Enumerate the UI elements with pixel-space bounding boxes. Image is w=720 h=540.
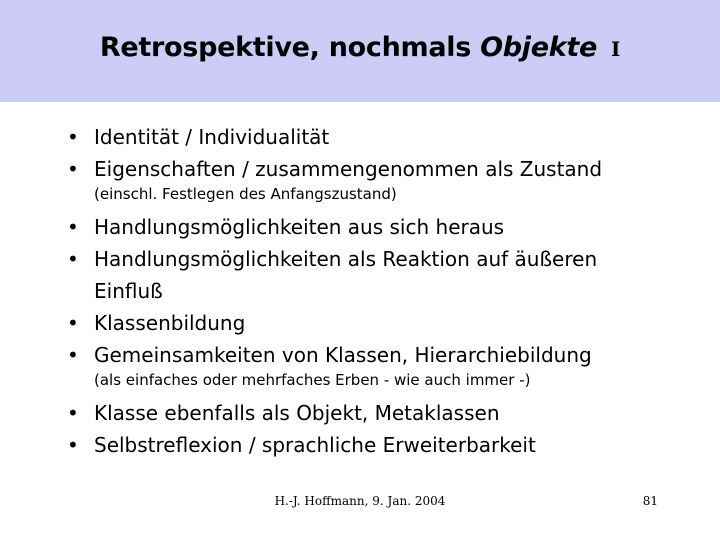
bullet-dot: • <box>67 433 79 457</box>
bullet-subtext: (einschl. Festlegen des Anfangszustand) <box>94 185 397 203</box>
bullet-dot: • <box>67 401 79 425</box>
bullet-item <box>67 339 707 391</box>
bullet-list <box>67 121 707 461</box>
bullet-dot: • <box>67 215 79 239</box>
page-number: 81 <box>642 494 658 508</box>
bullet-text: Klassenbildung <box>94 311 246 335</box>
bullet-text: Klasse ebenfalls als Objekt, Metaklassen <box>94 401 500 425</box>
bullet-text: Identität / Individualität <box>94 125 330 149</box>
bullet-item <box>67 211 707 243</box>
bullet-item <box>67 307 707 339</box>
bullet-item <box>67 429 707 461</box>
footer-author-date: H.-J. Hoffmann, 9. Jan. 2004 <box>274 494 446 508</box>
bullet-item <box>67 121 707 153</box>
title-main: Retrospektive, nochmals <box>99 32 481 63</box>
title-roman-numeral: I <box>611 37 621 61</box>
bullet-text: Gemeinsamkeiten von Klassen, Hierarchiebildung <box>94 343 592 367</box>
bullet-text: Eigenschaften / zusammengenommen als Zustand <box>94 157 603 181</box>
bullet-dot: • <box>67 247 79 271</box>
bullet-text: Selbstreflexion / sprachliche Erweiterbarkeit <box>94 433 536 457</box>
bullet-dot: • <box>67 311 79 335</box>
bullet-text-continuation: Einfluß <box>94 279 163 303</box>
bullet-item <box>67 243 707 307</box>
bullet-subtext: (als einfaches oder mehrfaches Erben - wie auch immer -) <box>94 371 531 389</box>
title-italic: Objekte <box>480 32 597 63</box>
bullet-dot: • <box>67 157 79 181</box>
bullet-dot: • <box>67 343 79 367</box>
slide-title <box>0 32 720 63</box>
bullet-text: Handlungsmöglichkeiten aus sich heraus <box>94 215 505 239</box>
bullet-item <box>67 397 707 429</box>
bullet-dot: • <box>67 125 79 149</box>
bullet-text: Handlungsmöglichkeiten als Reaktion auf äußeren <box>94 247 598 271</box>
bullet-item <box>67 153 707 205</box>
